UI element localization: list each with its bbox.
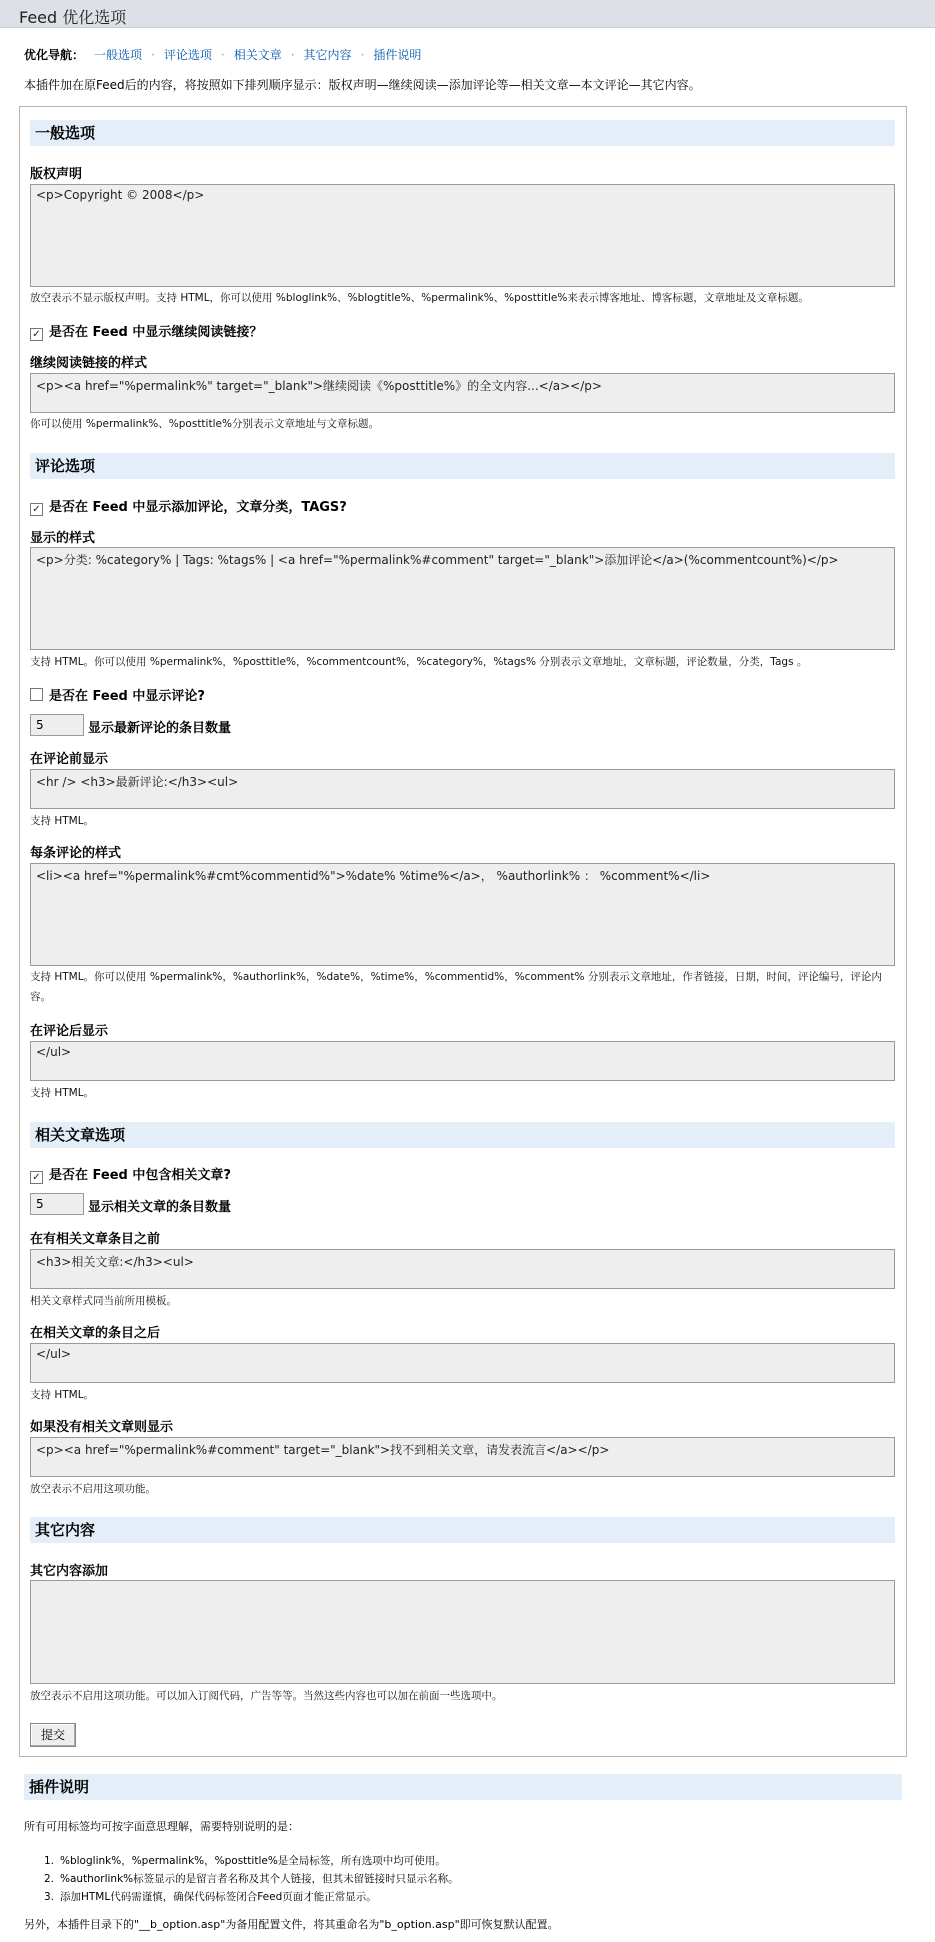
plugin-info-footer: 另外，本插件目录下的"__b_option.asp"为备用配置文件，将其重命名为"b_option.asp"即可恢复默认配置。 xyxy=(24,1918,559,1931)
no-related-label: 如果没有相关文章则显示 xyxy=(30,1420,174,1435)
nav-label: 优化导航： xyxy=(24,48,85,62)
section-plugin-info-heading: 插件说明 xyxy=(24,1774,902,1800)
related-count-input[interactable]: 5 xyxy=(30,1193,84,1215)
each-comment-label: 每条评论的样式 xyxy=(30,846,122,861)
comment-style-hint: 支持 HTML。你可以使用 %permalink%，%posttitle%，%commentcount%，%category%，%tags% 分别表示文章地址，文章标题，评论数量，分类，Tags 。 xyxy=(30,656,808,668)
before-comments-textarea[interactable]: <hr /> <h3>最新评论:</h3><ul> xyxy=(30,769,895,809)
plugin-info-intro: 所有可用标签均可按字面意思理解，需要特别说明的是： xyxy=(24,1820,299,1833)
readmore-style-textarea[interactable]: <p><a href="%permalink%" target="_blank">继续阅读《%posttitle%》的全文内容...</a></p> xyxy=(30,373,895,413)
list-item: 3. 添加HTML代码需谨慎，确保代码标签闭合Feed页面才能正常显示。 xyxy=(44,1891,377,1903)
readmore-checkbox[interactable]: ✓ xyxy=(30,328,43,341)
other-content-hint: 放空表示不启用这项功能。可以加入订阅代码，广告等等。当然这些内容也可以加在前面一些选项中。 xyxy=(30,1690,503,1702)
optimization-nav: 优化导航： 一般选项 · 评论选项 · 相关文章 · 其它内容 · 插件说明 xyxy=(24,48,422,62)
each-comment-textarea[interactable]: <li><a href="%permalink%#cmt%commentid%">%date% %time%</a>， %authorlink% ： %comment%</li> xyxy=(30,863,895,966)
after-comments-hint: 支持 HTML。 xyxy=(30,1087,95,1099)
readmore-option xyxy=(30,321,262,341)
after-comments-textarea[interactable]: </ul> xyxy=(30,1041,895,1081)
related-check-label: 是否在 Feed 中包含相关文章? xyxy=(49,1168,231,1183)
comment-style-textarea[interactable]: <p>分类: %category% | Tags: %tags% | <a href="%permalink%#comment" target="_blank">添加评论</a>(%commentcount%)</p> xyxy=(30,547,895,650)
window-title-bar xyxy=(0,0,935,28)
related-count-label: 显示相关文章的条目数量 xyxy=(88,1200,232,1215)
showcomments-checkbox[interactable] xyxy=(30,688,43,701)
nav-link-general[interactable]: 一般选项 xyxy=(94,48,143,62)
list-item: 1. %bloglink%，%permalink%，%posttitle%是全局标签，所有选项中均可使用。 xyxy=(44,1855,446,1867)
before-related-label: 在有相关文章条目之前 xyxy=(30,1232,161,1247)
other-content-label: 其它内容添加 xyxy=(30,1564,109,1579)
before-related-hint: 相关文章样式同当前所用模板。 xyxy=(30,1295,177,1307)
nav-link-plugin-info[interactable]: 插件说明 xyxy=(373,48,422,62)
list-item: 2. %authorlink%标签显示的是留言者名称及其个人链接，但其未留链接时只显示名称。 xyxy=(44,1873,459,1885)
nav-link-related[interactable]: 相关文章 xyxy=(233,48,282,62)
copyright-hint: 放空表示不显示版权声明。支持 HTML，你可以使用 %bloglink%、%blogtitle%、%permalink%、%posttitle%来表示博客地址、博客标题，文章地址及文章标题。 xyxy=(30,292,809,304)
readmore-style-label: 继续阅读链接的样式 xyxy=(30,356,148,371)
intro-text: 本插件加在原Feed后的内容，将按照如下排列顺序显示：版权声明—继续阅读—添加评论等—相关文章—本文评论—其它内容。 xyxy=(24,78,701,92)
nav-link-comments[interactable]: 评论选项 xyxy=(163,48,212,62)
addcomment-checkbox[interactable]: ✓ xyxy=(30,503,43,516)
nav-link-other[interactable]: 其它内容 xyxy=(303,48,352,62)
before-related-textarea[interactable]: <h3>相关文章:</h3><ul> xyxy=(30,1249,895,1289)
readmore-hint: 你可以使用 %permalink%、%posttitle%分别表示文章地址与文章标题。 xyxy=(30,418,379,430)
after-comments-label: 在评论后显示 xyxy=(30,1024,109,1039)
no-related-hint: 放空表示不启用这项功能。 xyxy=(30,1483,156,1495)
addcomment-check-label: 是否在 Feed 中显示添加评论，文章分类，TAGS? xyxy=(49,500,347,515)
section-related-heading: 相关文章选项 xyxy=(30,1122,895,1148)
section-other-heading: 其它内容 xyxy=(30,1517,895,1543)
window-title: Feed 优化选项 xyxy=(19,8,127,27)
readmore-check-label: 是否在 Feed 中显示继续阅读链接？ xyxy=(49,325,263,340)
other-content-textarea[interactable] xyxy=(30,1580,895,1684)
before-comments-label: 在评论前显示 xyxy=(30,752,109,767)
related-option xyxy=(30,1164,231,1184)
after-related-hint: 支持 HTML。 xyxy=(30,1389,95,1401)
copyright-label: 版权声明 xyxy=(30,167,83,182)
related-checkbox[interactable]: ✓ xyxy=(30,1171,43,1184)
showcomments-check-label: 是否在 Feed 中显示评论? xyxy=(49,689,205,704)
copyright-textarea[interactable]: <p>Copyright © 2008</p> xyxy=(30,184,895,287)
before-comments-hint: 支持 HTML。 xyxy=(30,815,95,827)
comment-count-input[interactable]: 5 xyxy=(30,714,84,736)
submit-button[interactable]: 提交 xyxy=(30,1723,76,1747)
addcomment-option xyxy=(30,496,347,516)
comment-style-label: 显示的样式 xyxy=(30,531,96,546)
section-general-heading: 一般选项 xyxy=(30,120,895,146)
comment-count-label: 显示最新评论的条目数量 xyxy=(88,721,232,736)
section-comments-heading: 评论选项 xyxy=(30,453,895,479)
no-related-textarea[interactable]: <p><a href="%permalink%#comment" target="_blank">找不到相关文章，请发表流言</a></p> xyxy=(30,1437,895,1477)
plugin-info-list xyxy=(44,1852,459,1906)
after-related-label: 在相关文章的条目之后 xyxy=(30,1326,161,1341)
after-related-textarea[interactable]: </ul> xyxy=(30,1343,895,1383)
showcomments-option xyxy=(30,685,205,704)
each-comment-hint: 支持 HTML。你可以使用 %permalink%，%authorlink%，%date%，%time%，%commentid%，%comment% 分别表示文章地址，作者链接，日期，时间，评论编号，评论内容。 xyxy=(30,971,882,1003)
